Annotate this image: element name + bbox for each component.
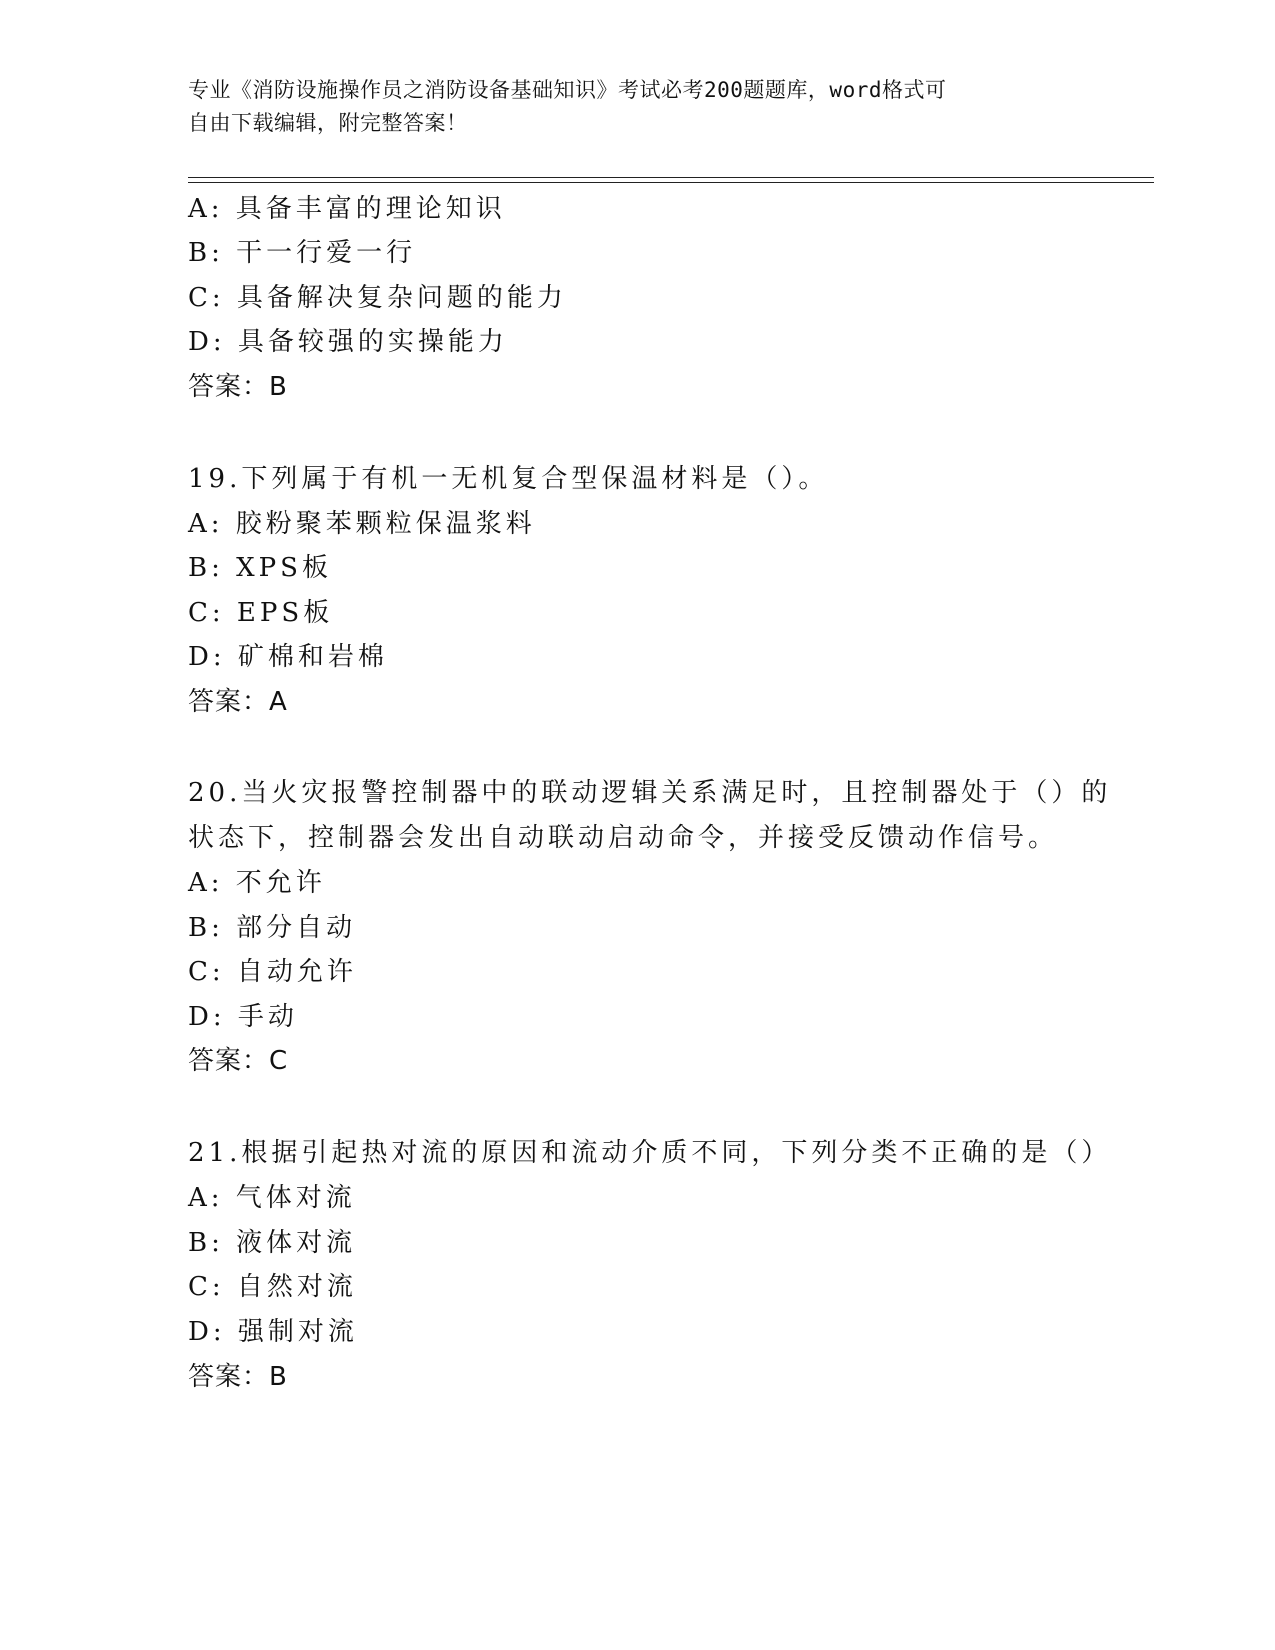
q21-stem: 21.根据引起热对流的原因和流动介质不同，下列分类不正确的是（） — [188, 1138, 1112, 1168]
q20-stem-line-1: 20.当火灾报警控制器中的联动逻辑关系满足时，且控制器处于（）的 — [188, 778, 1112, 808]
q18-option-a: A: 具备丰富的理论知识 — [188, 194, 506, 224]
q21-option-d: D: 强制对流 — [188, 1317, 358, 1347]
q20-answer: 答案：C — [188, 1046, 289, 1076]
q21-answer: 答案：B — [188, 1362, 288, 1392]
q19-option-d: D: 矿棉和岩棉 — [188, 642, 388, 672]
q18-answer: 答案：B — [188, 372, 288, 402]
q19-stem: 19.下列属于有机一无机复合型保温材料是（）。 — [188, 464, 829, 494]
q21-option-c: C: 自然对流 — [188, 1272, 357, 1302]
q18-option-c: C: 具备解决复杂问题的能力 — [188, 283, 567, 313]
q19-option-c: C: EPS板 — [188, 598, 334, 628]
q19-option-b: B: XPS板 — [188, 553, 332, 583]
q18-option-b: B: 干一行爱一行 — [188, 238, 417, 268]
document-header — [188, 74, 1068, 140]
q20-option-a: A: 不允许 — [188, 868, 326, 898]
header-line-1: 专业《消防设施操作员之消防设备基础知识》考试必考200题题库，word格式可 — [188, 78, 947, 102]
q21-option-b: B: 液体对流 — [188, 1228, 357, 1258]
q20-option-d: D: 手动 — [188, 1002, 298, 1032]
header-divider-bottom — [188, 182, 1154, 183]
header-line-2: 自由下载编辑，附完整答案！ — [188, 111, 468, 135]
q20-option-b: B: 部分自动 — [188, 913, 357, 943]
q21-option-a: A: 气体对流 — [188, 1183, 356, 1213]
q19-option-a: A: 胶粉聚苯颗粒保温浆料 — [188, 509, 536, 539]
q19-answer: 答案：A — [188, 687, 288, 717]
q20-option-c: C: 自动允许 — [188, 957, 357, 987]
header-divider-top — [188, 177, 1154, 178]
q18-option-d: D: 具备较强的实操能力 — [188, 327, 508, 357]
q20-stem-line-2: 状态下，控制器会发出自动联动启动命令，并接受反馈动作信号。 — [188, 823, 1059, 853]
